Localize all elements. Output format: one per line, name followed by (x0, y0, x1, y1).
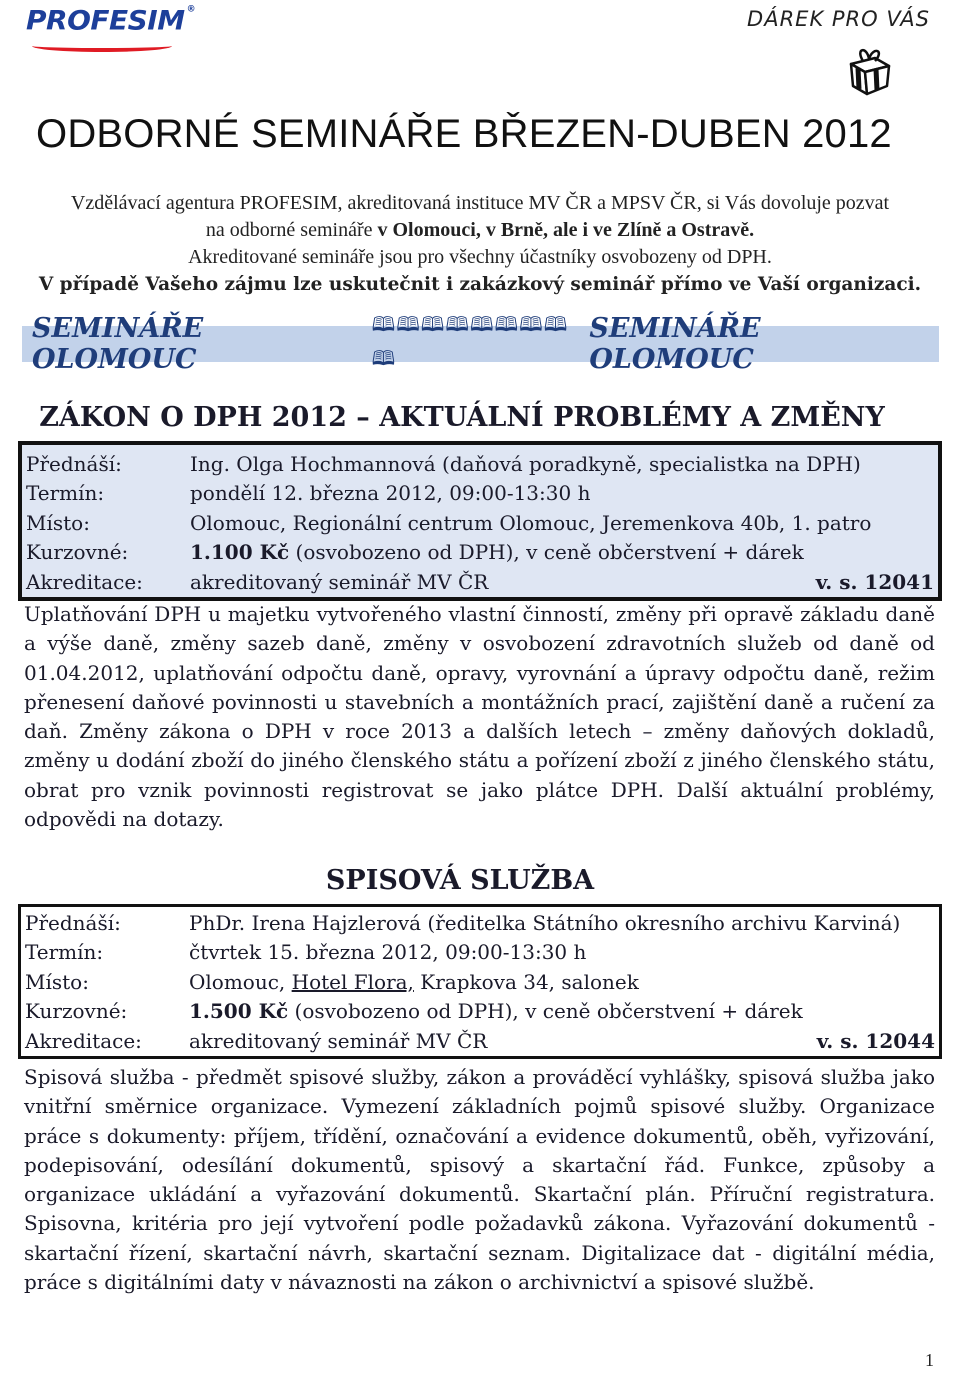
info-row-fee (25, 997, 935, 1027)
profesim-logo (26, 5, 195, 36)
intro-line-2-text: na odborné semináře (205, 219, 378, 241)
date-value: čtvrtek 15. března 2012, 09:00-13:30 h (189, 940, 587, 965)
label-accreditation: Akreditace: (26, 569, 143, 594)
logo-text: PROFESIM (26, 4, 185, 37)
intro-line-3: Akreditované semináře jsou pro všechny účastníky osvobozeny od DPH. (188, 246, 772, 268)
place-value (189, 967, 935, 997)
accreditation-text: akreditovaný seminář MV ČR (189, 1028, 488, 1053)
accreditation-value (190, 567, 934, 597)
info-row-lecturer (25, 908, 935, 938)
accreditation-text: akreditovaný seminář MV ČR (190, 569, 489, 594)
intro-cities: v Olomouci, v Brně, ale i ve Zlíně a Ostravě. (377, 219, 755, 241)
intro-line-2 (0, 217, 960, 244)
label-fee: Kurzovné: (25, 999, 128, 1024)
hotel-link[interactable]: Hotel Flora, (291, 969, 414, 994)
intro-line-1: Vzdělávací agentura PROFESIM, akreditovaná instituce MV ČR a MPSV ČR, si Vás dovoluje pozvat (70, 192, 890, 214)
place-city: Olomouc, (189, 969, 292, 994)
label-lecturer: Přednáší: (25, 910, 121, 935)
intro-line-4: V případě Vašeho zájmu lze uskutečnit i zakázkový seminář přímo ve Vaší organizaci. (38, 274, 922, 295)
info-row-lecturer (26, 449, 934, 479)
fee-value (190, 538, 934, 568)
logo-swoosh (32, 40, 172, 52)
info-row-date (26, 479, 934, 509)
info-box-top-rule (18, 904, 942, 907)
label-fee: Kurzovné: (26, 540, 129, 565)
fee-amount: 1.500 Kč (189, 999, 289, 1024)
seminar-info-box (18, 904, 942, 1059)
seminar-title: ZÁKON O DPH 2012 – AKTUÁLNÍ PROBLÉMY A ZMĚNY (39, 402, 885, 433)
seminar-title: SPISOVÁ SLUŽBA (325, 865, 595, 896)
logo-registered-mark: ® (186, 4, 196, 15)
label-lecturer: Přednáší: (26, 451, 122, 476)
label-place: Místo: (26, 510, 90, 535)
seminar-description: Uplatňování DPH u majetku vytvořeného vlastní činností, změny při opravě základu daně a výše daně, změny sazeb daně, změny v osvobození zdravotních služeb od daně od 01.04.2012, uplatňování odpočtu daně, opravy, vyrovnání a úpravy odpočtu daně, režim přenesení daňové povinnosti u stavebních a montážních prací, zajištění daně a ručení za daň. Změny zákona o DPH v roce 2013 a dalších letech – změny daňových dokladů, změny u dodání zboží do jiného členského státu a pořízení zboží z jiného členského státu, obrat pro vznik povinnosti registrovat se jako plátce DPH. Další aktuální problémy, odpovědi na dotazy. (24, 602, 935, 832)
seminar-description: Spisová služba - předmět spisové služby, zákon a prováděcí vyhlášky, spisová služba jako vnitřní směrnice organizace. Vymezení základních pojmů spisové služby. Organizace práce s dokumenty: příjem, třídění, označování a evidence dokumentů, oběh, vyřizování, podepisování, odesílání dokumentů, spisový a skartační řád. Funkce, způsoby a organizace ukládání a vyřazování dokumentů. Skartační plán. Příruční registratura. Spisovna, kritéria pro její vytvoření podle požadavků zákona. Vyřazování dokumentů - skartační řízení, skartační návrh, skartační seznam. Digitalizace dat - digitální média, práce s digitálními daty v návaznosti na zákon o archivnictví a spisové službě. (24, 1065, 935, 1295)
variable-symbol: v. s. 12044 (816, 1028, 935, 1053)
label-accreditation: Akreditace: (25, 1028, 142, 1053)
seminar-info-table (26, 449, 934, 597)
info-row-accreditation (25, 1026, 935, 1056)
label-place: Místo: (25, 969, 89, 994)
lecturer-value: Ing. Olga Hochmannová (daňová poradkyně, specialistka na DPH) (190, 451, 861, 476)
variable-symbol: v. s. 12041 (815, 569, 934, 594)
place-value: Olomouc, Regionální centrum Olomouc, Jeremenkova 40b, 1. patro (190, 510, 872, 535)
label-date: Termín: (26, 481, 105, 506)
fee-note: (osvobozeno od DPH), v ceně občerstvení + dárek (288, 999, 803, 1024)
place-address: Krapkova 34, salonek (413, 969, 639, 994)
gift-box-icon (845, 44, 893, 96)
date-value: pondělí 12. března 2012, 09:00-13:30 h (190, 481, 591, 506)
section-bar-olomouc (22, 312, 939, 375)
accreditation-value (189, 1026, 935, 1056)
section-label-left: SEMINÁŘE OLOMOUC (32, 313, 204, 375)
info-row-place (26, 508, 934, 538)
fee-note: (osvobozeno od DPH), v ceně občerstvení + dárek (289, 540, 804, 565)
fee-amount: 1.100 Kč (190, 540, 290, 565)
book-icons: 🕮🕮🕮🕮🕮🕮🕮🕮🕮 (371, 312, 569, 370)
section-label-right: SEMINÁŘE OLOMOUC (589, 313, 761, 375)
lecturer-value: PhDr. Irena Hajzlerová (ředitelka Státního okresního archivu Karviná) (189, 910, 901, 935)
seminar-info-box (18, 441, 942, 601)
info-row-accreditation (26, 567, 934, 597)
info-row-place (25, 967, 935, 997)
label-date: Termín: (25, 940, 104, 965)
seminar-info-table (25, 908, 935, 1056)
info-row-date (25, 938, 935, 968)
page-title: ODBORNÉ SEMINÁŘE BŘEZEN-DUBEN 2012 (36, 112, 892, 156)
info-row-fee (26, 538, 934, 568)
fee-value (189, 997, 935, 1027)
gift-text: DÁREK PRO VÁS (747, 7, 930, 31)
intro-text (0, 190, 960, 298)
page-number: 1 (925, 1350, 934, 1370)
